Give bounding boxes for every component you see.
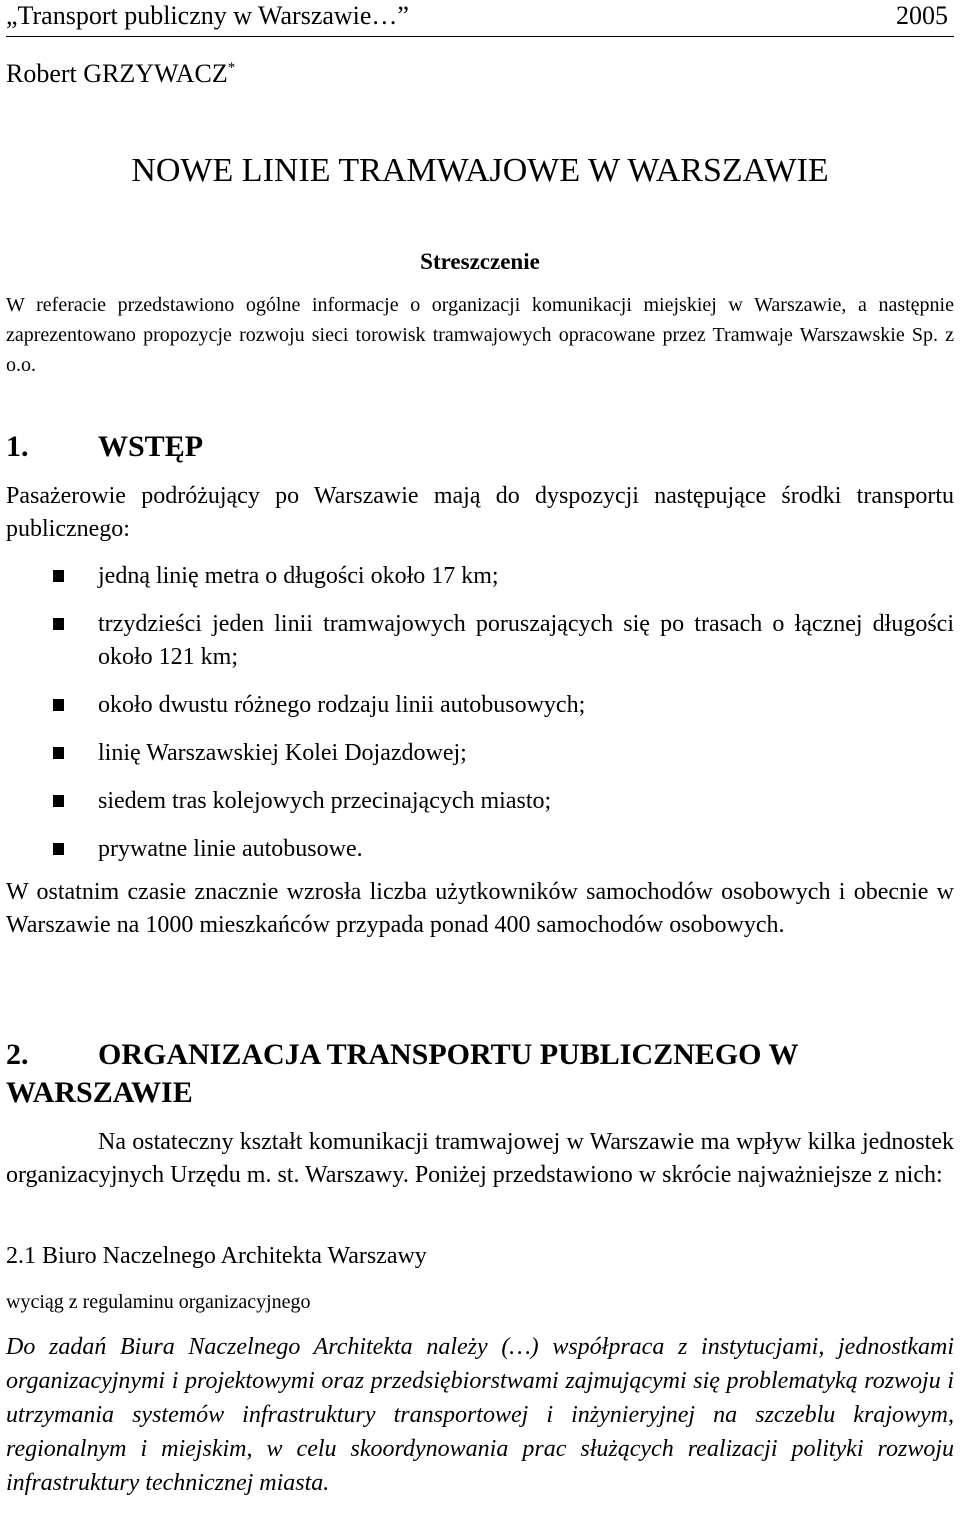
author-footnote-mark: *	[227, 60, 236, 76]
section-2-number: 2.	[6, 1038, 29, 1071]
author-line	[6, 50, 235, 92]
list-item: trzydzieści jeden linii tramwajowych poruszających się po trasach o łącznej długości około 121 km;	[6, 608, 954, 674]
square-bullet-icon	[53, 747, 64, 759]
square-bullet-icon	[53, 570, 64, 582]
subsection-2-1-title: 2.1 Biuro Naczelnego Architekta Warszawy	[6, 1243, 427, 1269]
square-bullet-icon	[53, 699, 64, 711]
section-2-title: ORGANIZACJA TRANSPORTU PUBLICZNEGO W WARSZAWIE	[6, 1038, 798, 1109]
square-bullet-icon	[53, 843, 64, 855]
regulation-quote: Do zadań Biura Naczelnego Architekta należy (…) współpraca z instytucjami, jednostkami organizacyjnymi i projektowymi oraz przedsiębiorstwami zajmującymi się problematyką rozwoju i utrzymania systemów infrastruktury transportowej i inżynieryjnej na szczeblu krajowym, regionalnym i miejskim, w celu skoordynowania prac służących realizacji polityki rozwoju infrastruktury technicznej miasta.	[6, 1334, 954, 1496]
section-1-number: 1.	[6, 430, 29, 463]
list-item: siedem tras kolejowych przecinających miasto;	[6, 785, 954, 818]
conference-name: „Transport publiczny w Warszawie…”	[6, 1, 409, 30]
list-item: około dwustu różnego rodzaju linii autobusowych;	[6, 689, 954, 722]
list-item: linię Warszawskiej Kolei Dojazdowej;	[6, 737, 954, 770]
square-bullet-icon	[53, 618, 64, 630]
section-1-heading	[6, 428, 954, 466]
abstract-text: W referacie przedstawiono ogólne informacje o organizacji komunikacji miejskiej w Warszawie, a następnie zaprezentowano propozycje rozwoju sieci torowisk tramwajowych opracowane przez Tramwaje Warszawskie Sp. z o.o.	[6, 294, 954, 376]
transport-means-list	[6, 560, 954, 881]
section-1-intro: Pasażerowie podróżujący po Warszawie mają do dyspozycji następujące środki transportu publicznego:	[6, 483, 954, 542]
abstract-heading: Streszczenie	[420, 249, 540, 274]
section-1-title: WSTĘP	[98, 430, 204, 463]
author-name: Robert GRZYWACZ	[6, 59, 228, 88]
paper-title: NOWE LINIE TRAMWAJOWE W WARSZAWIE	[131, 152, 829, 189]
list-item: jedną linię metra o długości około 17 km;	[6, 560, 954, 593]
list-item: prywatne linie autobusowe.	[6, 833, 954, 866]
running-header	[6, 0, 954, 37]
section-2-intro: Na ostateczny kształt komunikacji tramwajowej w Warszawie ma wpływ kilka jednostek organizacyjnych Urzędu m. st. Warszawy. Poniżej przedstawiono w skrócie najważniejsze z nich:	[6, 1129, 954, 1188]
subsection-2-1-note: wyciąg z regulaminu organizacyjnego	[6, 1291, 311, 1313]
square-bullet-icon	[53, 795, 64, 807]
section-1-closing: W ostatnim czasie znacznie wzrosła liczba użytkowników samochodów osobowych i obecnie w Warszawie na 1000 mieszkańców przypada ponad 400 samochodów osobowych.	[6, 879, 954, 938]
header-year: 2005	[896, 1, 948, 30]
section-2-heading	[6, 1036, 954, 1112]
